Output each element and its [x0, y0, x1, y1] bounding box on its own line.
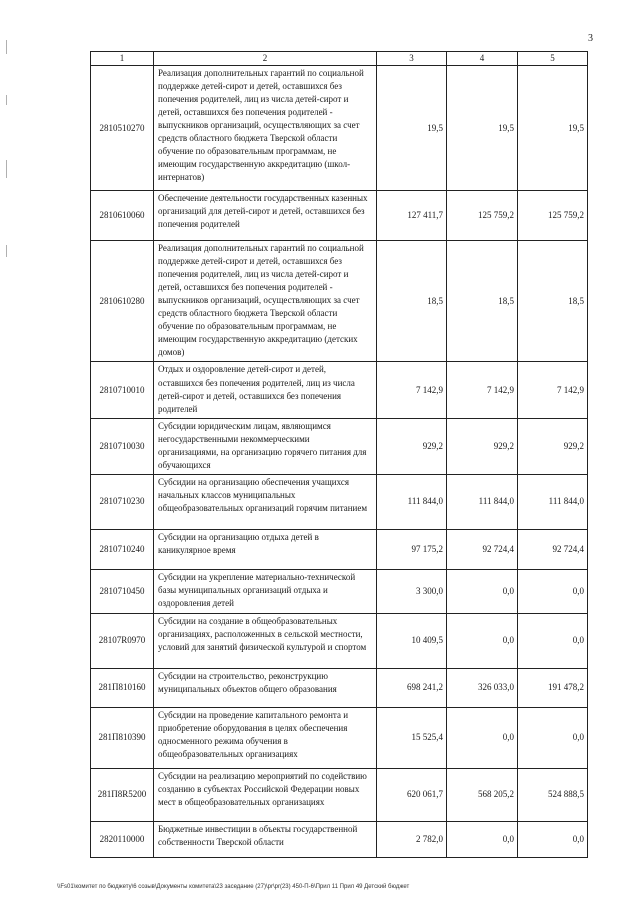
expense-name: Субсидии на строительство, реконструкцию муниципальных объектов общего образования	[154, 668, 377, 707]
file-path-footer: \\Fs01\комитет по бюджету\6 созыв\Документы комитета\23 заседание (27)\pr\pr(23) 450-П-6\Прил 11 Прил 49 Детский бюджет	[57, 884, 410, 890]
expense-name: Субсидии на организацию обеспечения учащихся начальных классов муниципальных общеобразовательных организаций горячим питанием	[154, 474, 377, 529]
page-number: 3	[588, 33, 593, 44]
amount-col4: 92 724,4	[447, 529, 518, 569]
target-article-code: 2820110000	[91, 821, 154, 857]
target-article-code: 2810710030	[91, 418, 154, 474]
amount-col3: 97 175,2	[377, 529, 447, 569]
table-row	[91, 821, 588, 857]
amount-col3: 111 844,0	[377, 474, 447, 529]
target-article-code: 2810710010	[91, 362, 154, 418]
expense-name: Субсидии на реализацию мероприятий по содействию созданию в субъектах Российской Федерации новых мест в общеобразовательных организациях	[154, 768, 377, 821]
scan-margin-marks	[6, 40, 8, 300]
amount-col3: 19,5	[377, 66, 447, 191]
amount-col5: 0,0	[518, 821, 588, 857]
amount-col4: 7 142,9	[447, 362, 518, 418]
amount-col3: 3 300,0	[377, 569, 447, 613]
target-article-code: 2810710450	[91, 569, 154, 613]
amount-col3: 15 525,4	[377, 707, 447, 768]
amount-col3: 7 142,9	[377, 362, 447, 418]
target-article-code: 2810710240	[91, 529, 154, 569]
table-row	[91, 569, 588, 613]
target-article-code: 2810510270	[91, 66, 154, 191]
amount-col5: 524 888,5	[518, 768, 588, 821]
target-article-code: 2810610280	[91, 241, 154, 362]
amount-col5: 7 142,9	[518, 362, 588, 418]
amount-col3: 10 409,5	[377, 613, 447, 668]
table-row	[91, 191, 588, 241]
expense-name: Реализация дополнительных гарантий по социальной поддержке детей-сирот и детей, оставшихся без попечения родителей, лиц из числа детей-сирот и детей, оставшихся без попечения родителей - выпускников организаций, осуществляющих за счет средств областного бюджета Тверской области обучение по образовательным программам, не имеющим государственную аккредитацию (школ-интернатов)	[154, 66, 377, 191]
amount-col4: 18,5	[447, 241, 518, 362]
target-article-code: 281П810160	[91, 668, 154, 707]
table-row	[91, 668, 588, 707]
amount-col5: 18,5	[518, 241, 588, 362]
column-header: 2	[154, 52, 377, 66]
column-header: 4	[447, 52, 518, 66]
expense-name: Субсидии на проведение капитального ремонта и приобретение оборудования в целях обеспечения односменного режима обучения в общеобразовательных организациях	[154, 707, 377, 768]
amount-col5: 929,2	[518, 418, 588, 474]
table-row	[91, 529, 588, 569]
amount-col3: 620 061,7	[377, 768, 447, 821]
expense-name: Субсидии на укрепление материально-технической базы муниципальных организаций отдыха и оздоровления детей	[154, 569, 377, 613]
amount-col5: 0,0	[518, 707, 588, 768]
expense-name: Реализация дополнительных гарантий по социальной поддержке детей-сирот и детей, оставшихся без попечения родителей, лиц из числа детей-сирот и детей, оставшихся без попечения родителей - выпускников организаций, осуществляющих за счет средств областного бюджета Тверской области обучение по образовательным программам, не имеющим государственную аккредитацию (детских домов)	[154, 241, 377, 362]
amount-col5: 92 724,4	[518, 529, 588, 569]
expense-name: Субсидии юридическим лицам, являющимся негосударственными некоммерческими организациями, на организацию горячего питания для обучающихся	[154, 418, 377, 474]
amount-col4: 326 033,0	[447, 668, 518, 707]
table-row	[91, 362, 588, 418]
amount-col3: 127 411,7	[377, 191, 447, 241]
table-row	[91, 707, 588, 768]
expense-name: Субсидии на организацию отдыха детей в каникулярное время	[154, 529, 377, 569]
amount-col4: 568 205,2	[447, 768, 518, 821]
budget-table	[90, 51, 588, 858]
amount-col4: 0,0	[447, 821, 518, 857]
amount-col4: 125 759,2	[447, 191, 518, 241]
column-header: 3	[377, 52, 447, 66]
amount-col4: 0,0	[447, 569, 518, 613]
target-article-code: 2810710230	[91, 474, 154, 529]
expense-name: Бюджетные инвестиции в объекты государственной собственности Тверской области	[154, 821, 377, 857]
table-header-row	[91, 52, 588, 66]
amount-col4: 0,0	[447, 707, 518, 768]
column-header: 1	[91, 52, 154, 66]
amount-col4: 19,5	[447, 66, 518, 191]
table-row	[91, 241, 588, 362]
amount-col5: 111 844,0	[518, 474, 588, 529]
amount-col4: 111 844,0	[447, 474, 518, 529]
table-row	[91, 768, 588, 821]
amount-col5: 19,5	[518, 66, 588, 191]
expense-name: Субсидии на создание в общеобразовательных организациях, расположенных в сельской местности, условий для занятий физической культурой и спортом	[154, 613, 377, 668]
target-article-code: 28107R0970	[91, 613, 154, 668]
table-row	[91, 613, 588, 668]
expense-name: Обеспечение деятельности государственных казенных организаций для детей-сирот и детей, оставшихся без попечения родителей	[154, 191, 377, 241]
target-article-code: 281П8R5200	[91, 768, 154, 821]
amount-col5: 191 478,2	[518, 668, 588, 707]
expense-name: Отдых и оздоровление детей-сирот и детей, оставшихся без попечения родителей, лиц из числа детей-сирот и детей, оставшихся без попечения родителей	[154, 362, 377, 418]
amount-col5: 125 759,2	[518, 191, 588, 241]
table-row	[91, 66, 588, 191]
table-row	[91, 474, 588, 529]
amount-col4: 929,2	[447, 418, 518, 474]
amount-col3: 18,5	[377, 241, 447, 362]
amount-col5: 0,0	[518, 569, 588, 613]
amount-col3: 929,2	[377, 418, 447, 474]
table-row	[91, 418, 588, 474]
column-header: 5	[518, 52, 588, 66]
amount-col3: 698 241,2	[377, 668, 447, 707]
target-article-code: 281П810390	[91, 707, 154, 768]
target-article-code: 2810610060	[91, 191, 154, 241]
amount-col4: 0,0	[447, 613, 518, 668]
amount-col5: 0,0	[518, 613, 588, 668]
amount-col3: 2 782,0	[377, 821, 447, 857]
